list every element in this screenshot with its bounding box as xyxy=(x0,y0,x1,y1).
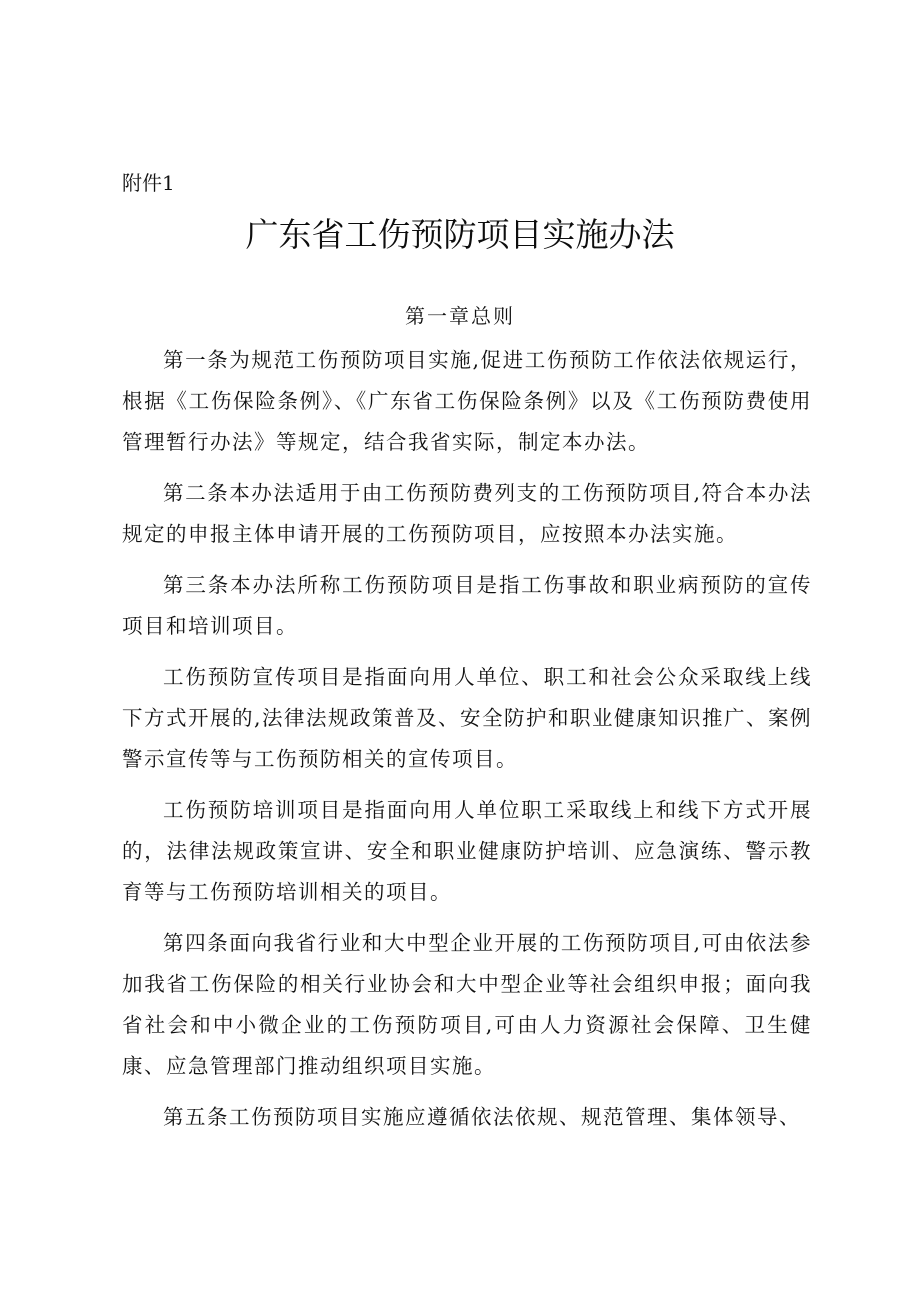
article-2-paragraph: 第二条本办法适用于由工伤预防费列支的工伤预防项目,符合本办法规定的申报主体申请开展的工伤预防项目，应按照本办法实施。 xyxy=(122,481,812,546)
article-5-paragraph: 第五条工伤预防项目实施应遵循依法依规、规范管理、集体领导、 xyxy=(163,1105,801,1129)
training-project-paragraph: 工伤预防培训项目是指面向用人单位职工采取线上和线下方式开展的，法律法规政策宣讲、安全和职业健康防护培训、应急演练、警示教育等与工伤预防培训相关的项目。 xyxy=(122,798,812,904)
attachment-label: 附件1 xyxy=(122,171,175,195)
article-4-paragraph: 第四条面向我省行业和大中型企业开展的工伤预防项目,可由依法参加我省工伤保险的相关行业协会和大中型企业等社会组织申报；面向我省社会和中小微企业的工伤预防项目,可由人力资源社会保障、卫生健康、应急管理部门推动组织项目实施。 xyxy=(122,931,812,1078)
publicity-project-paragraph: 工伤预防宣传项目是指面向用人单位、职工和社会公众采取线上线下方式开展的,法律法规政策普及、安全防护和职业健康知识推广、案例警示宣传等与工伤预防相关的宣传项目。 xyxy=(122,665,813,771)
article-3-paragraph: 第三条本办法所称工伤预防项目是指工伤事故和职业病预防的宣传项目和培训项目。 xyxy=(122,573,812,638)
document-title: 广东省工伤预防项目实施办法 xyxy=(245,215,675,254)
article-1-paragraph: 第一条为规范工伤预防项目实施,促进工伤预防工作依法依规运行，根据《工伤保险条例》、《广东省工伤保险条例》以及《工伤预防费使用管理暂行办法》等规定，结合我省实际，制定本办法。 xyxy=(122,348,812,454)
chapter-heading: 第一章总则 xyxy=(405,304,515,328)
document-body xyxy=(122,340,812,1138)
